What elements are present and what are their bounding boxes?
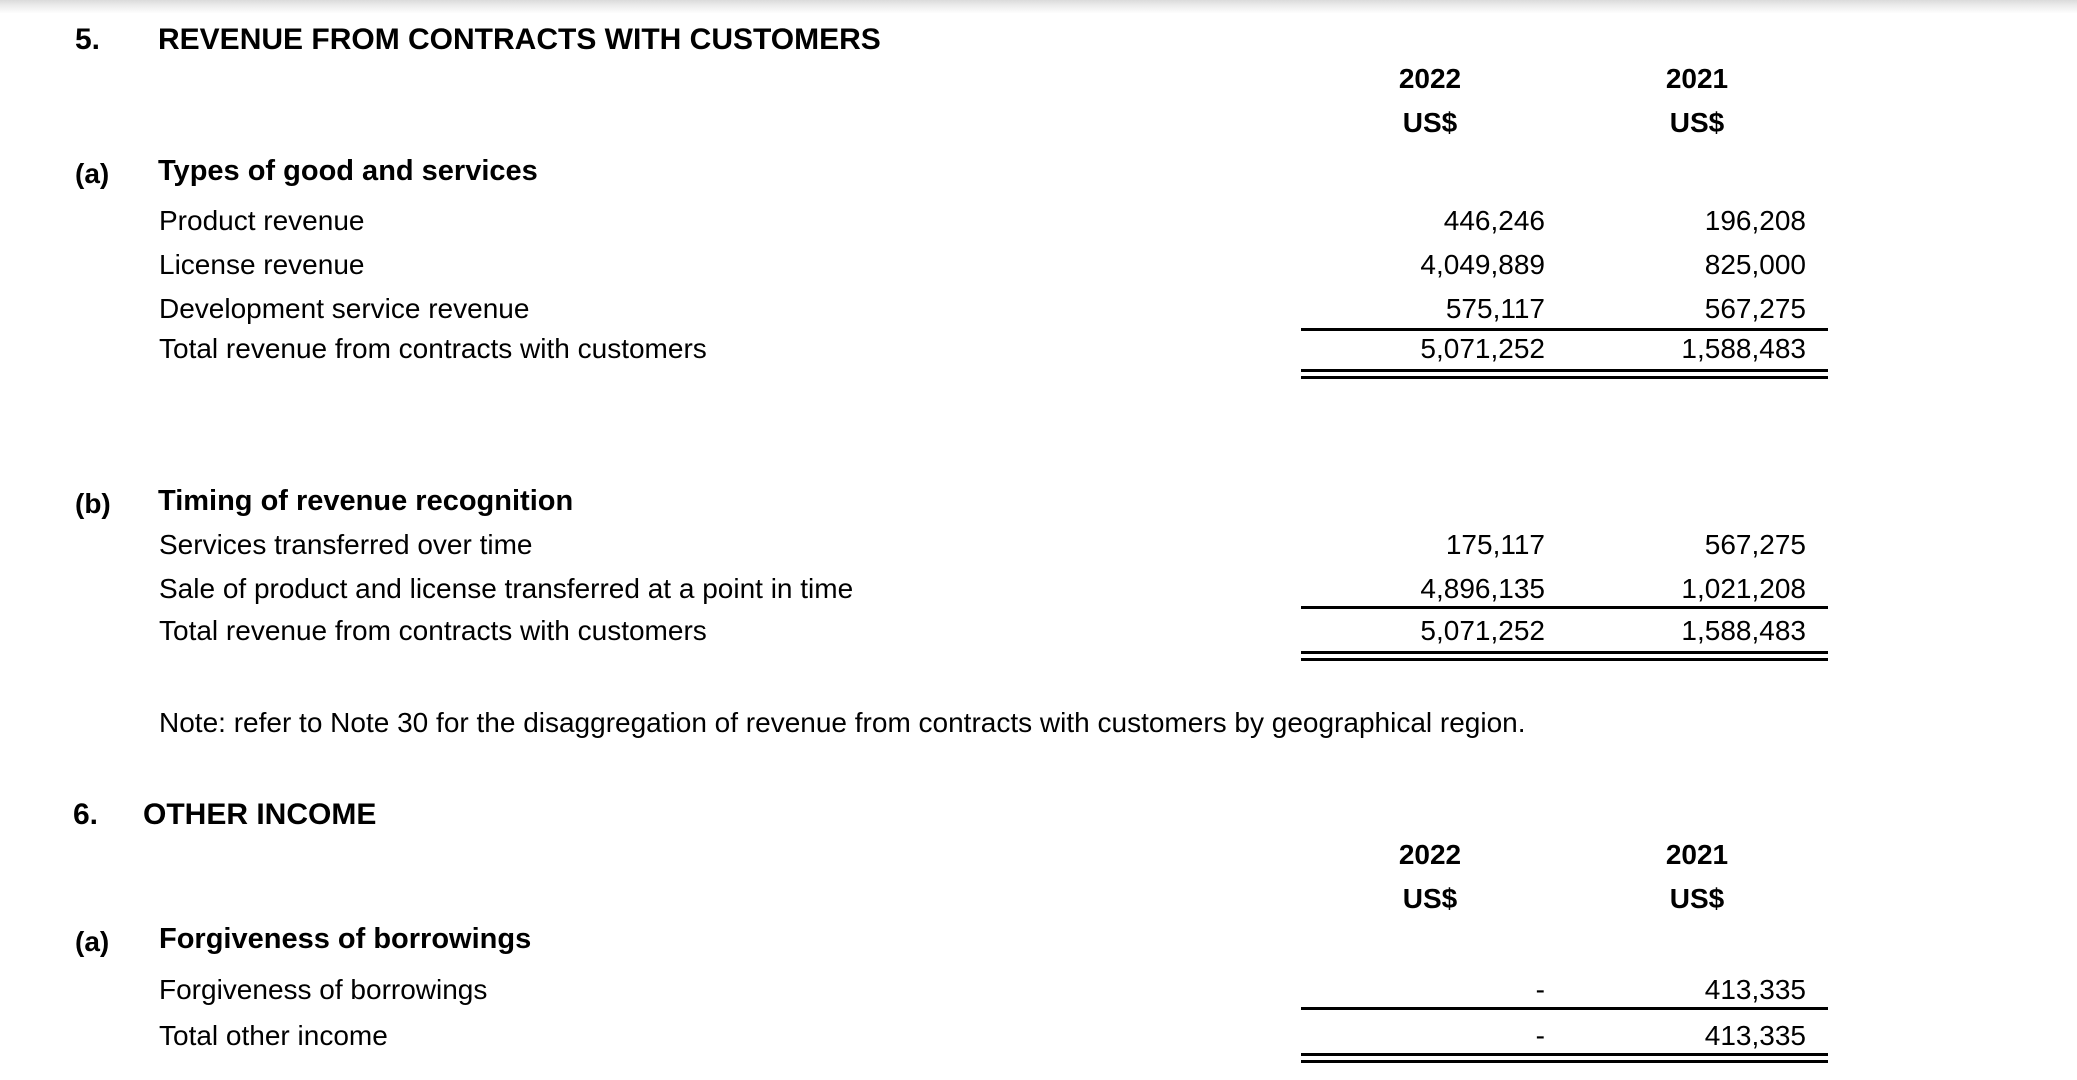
row-value-2022: 446,246 xyxy=(1443,205,1545,236)
col-header-unit-2021: US$ xyxy=(1669,883,1725,914)
table-row xyxy=(0,528,2077,562)
col-header-year-2021: 2021 xyxy=(1665,839,1729,870)
table-row xyxy=(0,204,2077,238)
row-value-2021: 1,021,208 xyxy=(1681,573,1806,604)
subtotal-rule xyxy=(1301,606,1828,609)
subsection-5b-heading: Timing of revenue recognition xyxy=(158,485,574,517)
section-6-title: OTHER INCOME xyxy=(143,798,377,831)
row-value-2022: 5,071,252 xyxy=(1420,333,1545,364)
col-header-unit-2022: US$ xyxy=(1402,107,1458,138)
row-value-2021: 567,275 xyxy=(1704,529,1806,560)
subtotal-rule xyxy=(1301,1007,1828,1010)
row-value-2021: 196,208 xyxy=(1704,205,1806,236)
subsection-5a-heading: Types of good and services xyxy=(158,155,538,187)
table-row xyxy=(0,572,2077,606)
table-row xyxy=(0,248,2077,282)
section-6-number: 6. xyxy=(73,798,99,831)
section-5-title: REVENUE FROM CONTRACTS WITH CUSTOMERS xyxy=(158,23,881,56)
row-value-2022: - xyxy=(1535,974,1545,1005)
row-value-2021: 1,588,483 xyxy=(1681,615,1806,646)
row-label: Development service revenue xyxy=(159,293,530,324)
row-label: Total revenue from contracts with customers xyxy=(159,333,707,364)
row-value-2021: 413,335 xyxy=(1704,1020,1806,1051)
row-value-2022: 175,117 xyxy=(1445,529,1545,560)
row-value-2022: - xyxy=(1535,1020,1545,1051)
table-row xyxy=(0,292,2077,326)
subsection-6a-heading: Forgiveness of borrowings xyxy=(159,923,532,955)
table-row-total xyxy=(0,332,2077,366)
row-label: Forgiveness of borrowings xyxy=(159,974,488,1005)
page-top-edge xyxy=(0,0,2077,13)
table-row-total xyxy=(0,1019,2077,1053)
col-header-unit-2021: US$ xyxy=(1669,107,1725,138)
table-row xyxy=(0,973,2077,1007)
row-value-2021: 1,588,483 xyxy=(1681,333,1806,364)
row-value-2022: 4,049,889 xyxy=(1420,249,1545,280)
row-value-2021: 567,275 xyxy=(1704,293,1806,324)
row-label: Product revenue xyxy=(159,205,365,236)
section-5-number: 5. xyxy=(75,23,101,56)
row-label: Total other income xyxy=(159,1020,388,1051)
row-value-2022: 575,117 xyxy=(1445,293,1545,324)
row-label: Services transferred over time xyxy=(159,529,533,560)
row-label: License revenue xyxy=(159,249,365,280)
total-rule xyxy=(1301,1053,1828,1063)
col-header-year-2022: 2022 xyxy=(1398,63,1462,94)
row-value-2021: 825,000 xyxy=(1704,249,1806,280)
col-header-unit-2022: US$ xyxy=(1402,883,1458,914)
row-label: Total revenue from contracts with customers xyxy=(159,615,707,646)
col-header-year-2022: 2022 xyxy=(1398,839,1462,870)
subsection-6a-letter: (a) xyxy=(75,926,110,957)
subsection-5a-letter: (a) xyxy=(75,158,110,189)
col-header-year-2021: 2021 xyxy=(1665,63,1729,94)
table-row-total xyxy=(0,614,2077,648)
total-rule xyxy=(1301,369,1828,379)
note-text: Note: refer to Note 30 for the disaggregation of revenue from contracts with customers by geographical region. xyxy=(159,707,1526,738)
subtotal-rule xyxy=(1301,328,1828,331)
row-value-2022: 5,071,252 xyxy=(1420,615,1545,646)
row-label: Sale of product and license transferred at a point in time xyxy=(159,573,854,604)
total-rule xyxy=(1301,651,1828,661)
row-value-2021: 413,335 xyxy=(1704,974,1806,1005)
row-value-2022: 4,896,135 xyxy=(1420,573,1545,604)
subsection-5b-letter: (b) xyxy=(75,488,111,519)
